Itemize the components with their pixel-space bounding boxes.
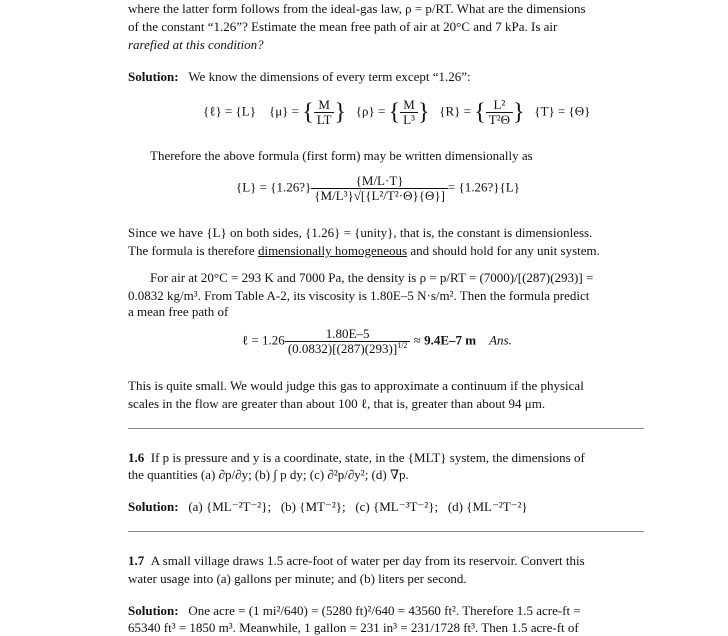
eq-lhs: {L} = {1.26?} <box>236 179 312 195</box>
intro-line-2: of the constant “1.26”? Estimate the mean free path of air at 20°C and 7 kPa. Is air <box>128 19 558 34</box>
problem-1-6-line-2: the quantities (a) ∂p/∂y; (b) ∫ p dy; (c) ∂²p/∂y²; (d) ∇p. <box>128 467 409 482</box>
since-line-1: Since we have {L} on both sides, {1.26} = {unity}, that is, the constant is dimensionless. <box>128 225 593 240</box>
problem-1-6-line-1: 1.6 If p is pressure and y is a coordinate, state, in the {MLT} system, the dimensions of <box>128 450 585 465</box>
problem-number: 1.6 <box>128 450 145 465</box>
answer-a: (a) {ML⁻²T⁻²}; <box>188 499 272 514</box>
small-line-1: This is quite small. We would judge this gas to approximate a continuum if the physical <box>128 378 584 393</box>
mfp-approx: ≈ <box>413 332 421 348</box>
air-line-3: a mean free path of <box>128 304 229 319</box>
problem-number: 1.7 <box>128 553 145 568</box>
solution-1-heading <box>128 69 471 85</box>
mfp-fraction: $\frac{1.80E-5}{(0.0832)[(287)(293)]^{1/2}}$ <box>285 327 411 356</box>
dim-r: {R} = <box>439 103 471 119</box>
air-line-2: 0.0832 kg/m³. From Table A-2, its viscosity is 1.80E–5 N·s/m². Then the formula predict <box>128 288 590 303</box>
problem-1-7-line-2: water usage into (a) gallons per minute; and (b) liters per second. <box>128 571 467 586</box>
dim-t: {T} = {Θ} <box>534 103 591 119</box>
therefore-line: Therefore the above formula (first form) may be written dimensionally as <box>150 148 533 163</box>
mean-free-path-equation <box>242 327 512 356</box>
homogeneous-underlined: dimensionally homogeneous <box>257 243 408 258</box>
mfp-lhs: ℓ = 1.26 <box>242 332 285 348</box>
divider-1 <box>128 428 644 429</box>
problem-1-6-solution <box>128 499 528 515</box>
answer-d: (d) {ML⁻²T⁻²} <box>447 499 528 514</box>
answer-b: (b) {MT⁻²}; <box>280 499 346 514</box>
eq-fraction: $\frac{\{M/L\cdot T\}}{\text{\{M/L³\}√[\{L²/T²·Θ\}\{Θ\}]}}$ <box>311 174 448 203</box>
divider-2 <box>128 531 644 532</box>
dim-rho: {ρ} = <box>355 103 386 119</box>
dim-mu: {μ} = <box>268 103 299 119</box>
solution-label: Solution: <box>128 69 179 84</box>
problem-1-7-solution-1: Solution: One acre = (1 mi²/640) = (5280 ft)²/640 = 43560 ft². Therefore 1.5 acre-ft = <box>128 603 581 618</box>
since-line-2: The formula is therefore dimensionally homogeneous and should hold for any unit system. <box>128 243 600 258</box>
ans-label: Ans. <box>489 332 512 348</box>
solution-label: Solution: <box>128 603 179 618</box>
solution-1-text: We know the dimensions of every term except “1.26”: <box>188 69 471 84</box>
intro-line-3: rarefied at this condition? <box>128 37 264 52</box>
intro-line-1: where the latter form follows from the ideal-gas law, ρ = p/RT. What are the dimensions <box>128 1 586 16</box>
dim-rho-fraction: $\frac{M}{\text{L³}}$ <box>400 98 418 127</box>
answer-c: (c) {ML⁻³T⁻²}; <box>355 499 439 514</box>
mfp-result: 9.4E–7 m <box>424 332 477 348</box>
problem-1-7-solution-2: 65340 ft³ = 1850 m³. Meanwhile, 1 gallon = 231 in³ = 231/1728 ft³. Then 1.5 acre-ft of <box>128 620 579 635</box>
dimensions-row: {ℓ} = {L} {μ} = { $\frac{M}{LT}$ } {ρ} = { $\frac{M}{\text{L³}}$ } {R} = { $\frac{\text{L²}}{\text{T²Θ}}$ } {T} = {Θ} <box>203 97 591 127</box>
eq-rhs: = {1.26?}{L} <box>447 179 520 195</box>
dim-ell: {ℓ} = {L} <box>203 103 256 119</box>
dimensional-equation <box>236 174 520 203</box>
air-line-1: For air at 20°C = 293 K and 7000 Pa, the density is ρ = p/RT = (7000)/[(287)(293)] = <box>150 270 594 285</box>
solution-label: Solution: <box>128 499 179 514</box>
small-line-2: scales in the flow are greater than about 100 ℓ, that is, greater than about 94 μm. <box>128 396 546 411</box>
dim-mu-fraction: $\frac{M}{LT}$ <box>314 98 335 127</box>
dim-r-fraction: $\frac{\text{L²}}{\text{T²Θ}}$ <box>486 98 513 127</box>
problem-1-7-line-1: 1.7 A small village draws 1.5 acre-foot of water per day from its reservoir. Convert this <box>128 553 585 568</box>
